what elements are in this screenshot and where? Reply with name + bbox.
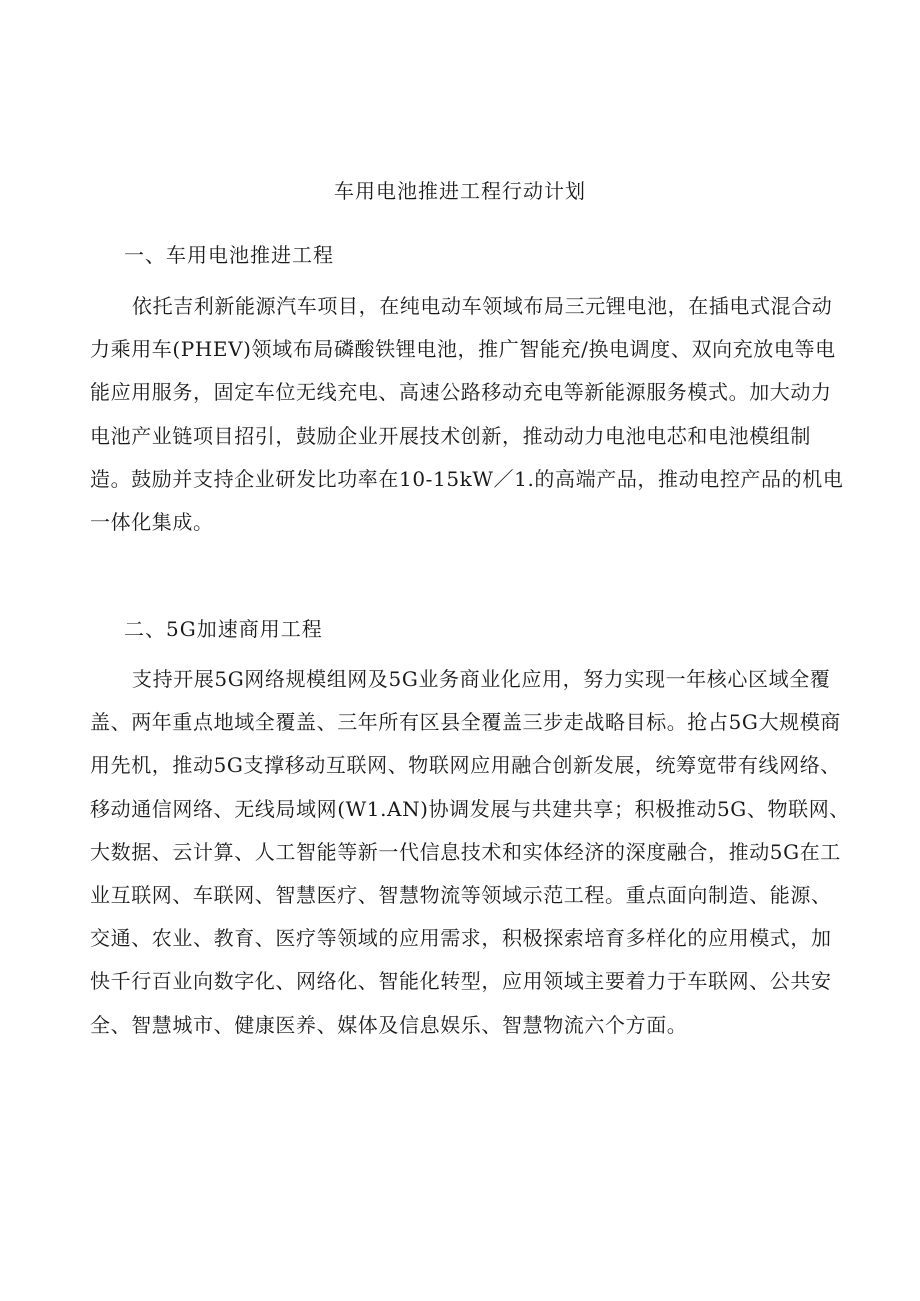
section-heading-5g: 二、5G加速商用工程: [124, 617, 323, 641]
document-title: 车用电池推进工程行动计划: [334, 179, 586, 203]
section-heading-battery: 一、车用电池推进工程: [124, 243, 334, 267]
section-body-5g: 支持开展5G网络规模组网及5G业务商业化应用，努力实现一年核心区域全覆盖、两年重点地域全覆盖、三年所有区县全覆盖三步走战略目标。抢占5G大规模商用先机，推动5G支撑移动互联网、物联网应用融合创新发展，统筹宽带有线网络、移动通信网络、无线局域网(W1.AN)协调发展与共建共享；积极推动5G、物联网、大数据、云计算、人工智能等新一代信息技术和实体经济的深度融合，推动5G在工业互联网、车联网、智慧医疗、智慧物流等领域示范工程。重点面向制造、能源、交通、农业、教育、医疗等领域的应用需求，积极探索培育多样化的应用模式，加快千行百业向数字化、网络化、智能化转型，应用领域主要着力于车联网、公共安全、智慧城市、健康医养、媒体及信息娱乐、智慧物流六个方面。: [90, 667, 850, 1037]
section-body-battery: 依托吉利新能源汽车项目，在纯电动车领域布局三元锂电池，在插电式混合动力乘用车(PHEV)领域布局磷酸铁锂电池，推广智能充/换电调度、双向充放电等电能应用服务，固定车位无线充电、高速公路移动充电等新能源服务模式。加大动力电池产业链项目招引，鼓励企业开展技术创新，推动动力电池电芯和电池模组制造。鼓励并支持企业研发比功率在10-15kW／1.的高端产品，推动电控产品的机电一体化集成。: [90, 294, 844, 535]
